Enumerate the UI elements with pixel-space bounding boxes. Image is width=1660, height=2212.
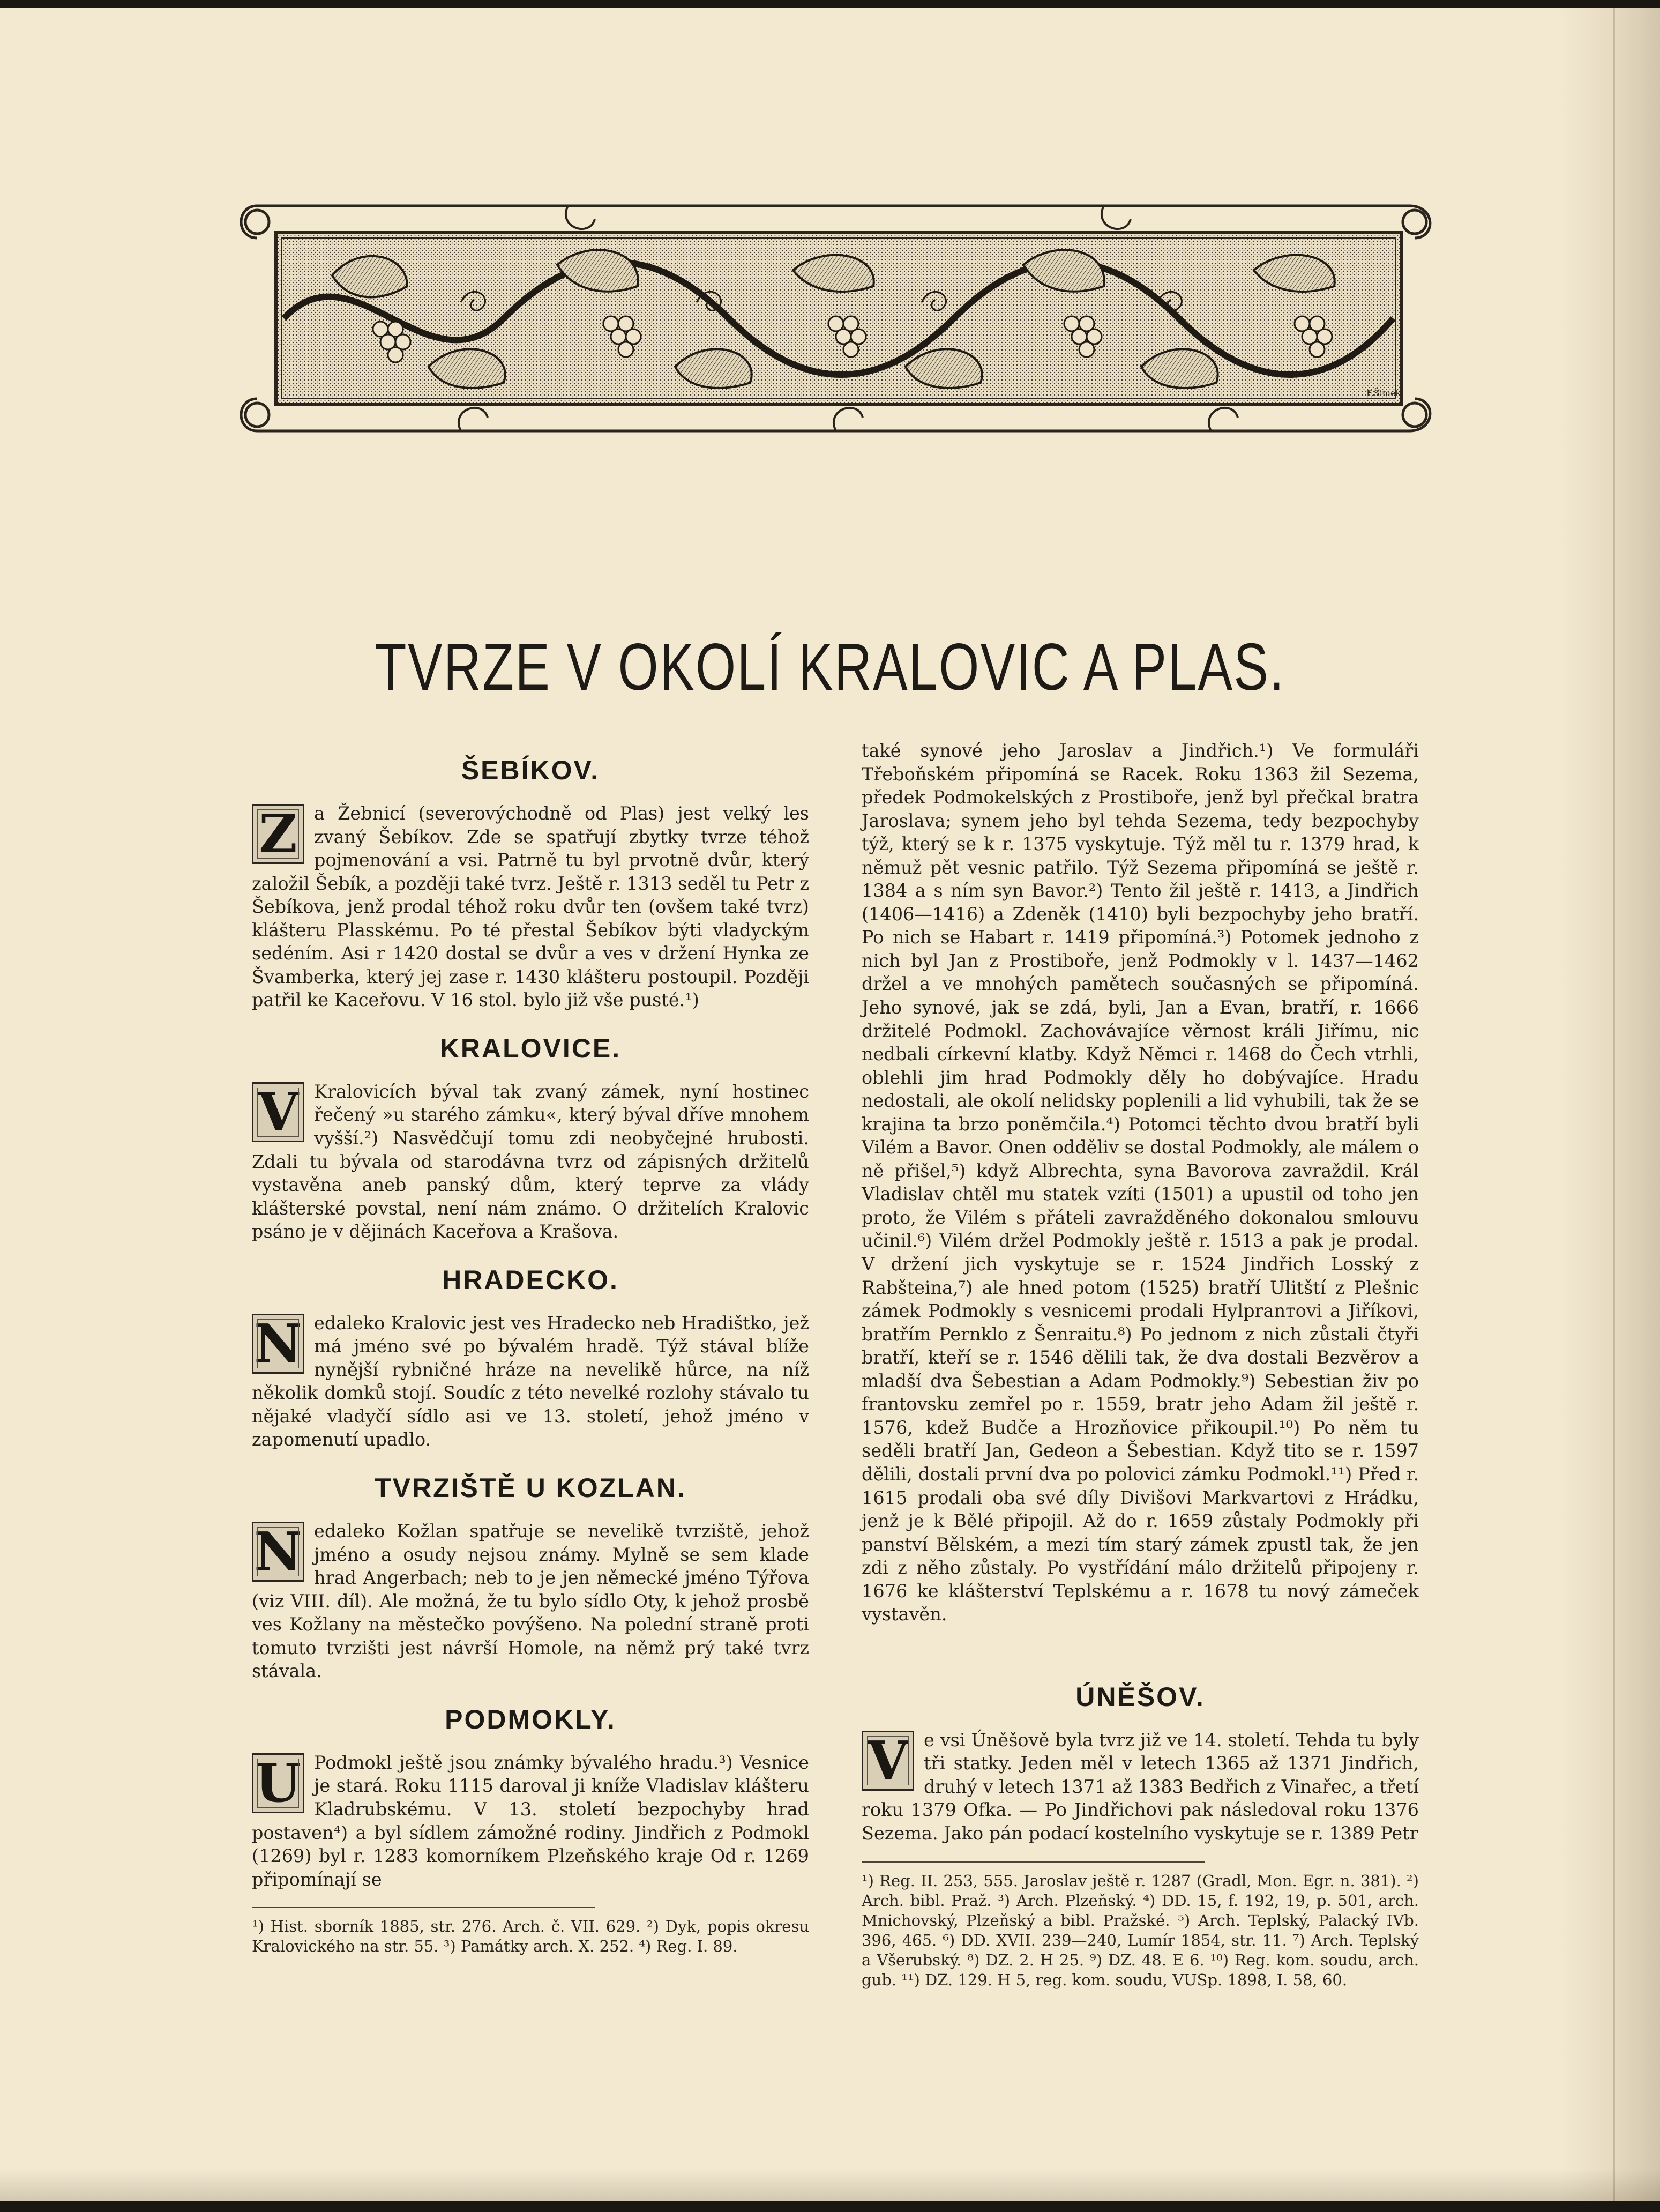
section-heading-unesov: ÚNĚŠOV. (1075, 1681, 1205, 1712)
paragraph-text: edaleko Kožlan spatřuje se nevelikě tvrziště, jehož jméno a osudy nejsou známy. Mylně se sem klade hrad Angerbach; neb to je jen německé jméno Týřova (viz VIII. díl). Ale možná, že tu bylo sídlo Oty, k jehož prosbě ves Kožlany na městečko povýšeno. Na polední straně proti tomuto tvrzišti jest návrší Homole, na němž prý také tvrz stávala. (252, 1521, 809, 1682)
ornament-signature: F.Šimek (1366, 388, 1401, 398)
section-text-hradecko (252, 1312, 809, 1451)
page-title: TVRZE V OKOLÍ KRALOVIC A PLAS. (375, 630, 1285, 704)
paragraph-text: edaleko Kralovic jest ves Hradecko neb Hradištko, jež má jméno své po bývalém hradě. Týž stával blíže nynější rybničné hráze na nevelikě hůrce, na níž několik domků stojí. Soudíc z této nevelké rozlohy stávalo tu nějaké vladyčí sídlo asi ve 13. století, jehož jméno v zapomenutí upadlo. (252, 1312, 809, 1450)
footnote-divider (252, 1907, 595, 1908)
page-edge-shadow (1558, 8, 1660, 2201)
paragraph-text: a Žebnicí (severovýchodně od Plas) jest velký les zvaný Šebíkov. Zde se spatřují zbytky tvrze téhož pojmenování a vsi. Patrně tu byl prvotně dvůr, který založil Šebík, a později také tvrz. Ještě r. 1313 seděl tu Petr z Šebíkova, jenž prodal téhož roku dvůr ten (ovšem také tvrz) klášteru Plasskému. Po té přestal Šebíkov býti vladyckým sedéním. Asi r 1420 dostal se dvůr a ves v držení Hynka ze Švamberka, který jej zase r. 1430 klášteru postoupil. Později patřil ke Kaceřovu. V 16 stol. bylo již vše pusté.¹) (252, 803, 809, 1011)
decorative-header-ornament (236, 195, 1441, 442)
right-column (862, 739, 1419, 1990)
section-heading-podmokly: PODMOKLY. (445, 1704, 616, 1734)
book-page (0, 8, 1660, 2201)
dropcap-initial: V (862, 1731, 914, 1791)
page-fold-line (1613, 8, 1615, 2201)
section-heading-tvrziste: TVRZIŠTĚ U KOZLAN. (375, 1473, 686, 1503)
footnotes-left: ¹) Hist. sborník 1885, str. 276. Arch. č. VII. 629. ²) Dyk, popis okresu Kralovického na str. 55. ³) Památky arch. X. 252. ⁴) Reg. I. 89. (252, 1917, 809, 1956)
paragraph-text: e vsi Úněšově byla tvrz již ve 14. století. Tehda tu byly tři statky. Jeden měl v letech 1365 až 1371 Jindřich, druhý v letech 1371 až 1383 Bedřich z Vinařec, a třetí roku 1379 Ofka. — Po Jindřichovi pak následoval roku 1376 Sezema. Jako pán podací kostelního vyskytuje se r. 1389 Petr (862, 1729, 1419, 1844)
vine-ornament-graphic (236, 195, 1441, 442)
section-heading-kralovice: KRALOVICE. (439, 1033, 622, 1063)
section-heading-hradecko: HRADECKO. (442, 1264, 619, 1295)
dropcap-initial: U (252, 1753, 304, 1813)
dropcap-initial: N (252, 1522, 304, 1582)
dropcap-initial: Z (252, 804, 304, 864)
paragraph-text: Kralovicích býval tak zvaný zámek, nyní hostinec řečený »u starého zámku«, který býval dříve mnohem vyšší.²) Nasvědčují tomu zdi neobyčejné hrubosti. Zdali tu bývala od starodávna tvrz od zápisných držitelů vystavěna aneb panský dům, který teprve za vlády klášterské povstal, není nám známo. O držitelích Kralovic psáno je v dějinách Kaceřova a Krašova. (252, 1081, 809, 1242)
section-text-sebikov (252, 802, 809, 1012)
dropcap-initial: V (252, 1082, 304, 1142)
dropcap-initial: N (252, 1314, 304, 1374)
section-text-tvrziste (252, 1520, 809, 1683)
section-heading-sebikov: ŠEBÍKOV. (461, 755, 600, 785)
footnote-divider (862, 1861, 1205, 1863)
section-text-podmokly (252, 1751, 809, 1891)
page-bottom-shadow (0, 2169, 1660, 2201)
section-text-unesov (862, 1729, 1419, 1845)
left-column (252, 739, 809, 1956)
paragraph-text: Podmokl ještě jsou známky bývalého hradu.³) Vesnice je stará. Roku 1115 daroval ji kníže Vladislav klášteru Kladrubskému. V 13. století bezpochyby hrad postaven⁴) a byl sídlem zámožné rodiny. Jindřich z Podmokl (1269) byl r. 1283 komorníkem Plzeňského kraje Od r. 1269 připomínají se (252, 1752, 809, 1890)
section-text-kralovice (252, 1080, 809, 1243)
footnotes-right: ¹) Reg. II. 253, 555. Jaroslav ještě r. 1287 (Gradl, Mon. Egr. n. 381). ²) Arch. bibl. Praž. ³) Arch. Plzeňský. ⁴) DD. 15, f. 192, 19, p. 501, arch. Mnichovský, Plzeňský a bibl. Pražské. ⁵) Arch. Teplský, Palacký IVb. 396, 465. ⁶) DD. XVII. 239—240, Lumír 1854, str. 11. ⁷) Arch. Teplský a Všerubský. ⁸) DZ. 2. H 25. ⁹) DZ. 48. E 6. ¹⁰) Reg. kom. soudu, arch. gub. ¹¹) DZ. 129. H 5, reg. kom. soudu, VUSp. 1898, I. 58, 60. (862, 1871, 1419, 1990)
section-text-podmokly-continued: také synové jeho Jaroslav a Jindřich.¹) Ve formuláři Třeboňském připomíná se Racek. Roku 1363 žil Sezema, předek Podmokelských z Prostiboře, jenž byl přečkal bratra Jaroslava; synem jeho byl tehda Sezema, tedy bezpochyby týž, který se k r. 1375 vyskytuje. Týž měl tu r. 1379 hrad, k němuž pět vesnic patřilo. Týž Sezema připomíná se ještě r. 1384 a s ním syn Bavor.²) Tento žil ještě r. 1413, a Jindřich (1406—1416) a Zdeněk (1410) byli bezpochyby jeho bratří. Po nich se Habart r. 1419 připomíná.³) Potomek jednoho z nich byl Jan z Prostiboře, jenž Podmokly v l. 1437—1462 držel a ve mnohých pamětech současných se připomíná. Jeho synové, jak se zdá, byli, Jan a Evan, bratří, r. 1666 držitelé Podmokl. Zachovávajíce věrnost králi Jiřímu, nic nedbali církevní klatby. Když Němci r. 1468 do Čech vtrhli, oblehli jim hrad Podmokly děly ho dobývajíce. Hradu nedostali, ale okolí nelidsky poplenili a lid vyhubili, tak že se krajina ta brzo poněmčila.⁴) Potomci těchto dvou bratří byli Vilém a Bavor. Onen odděliv se dostal Podmokly, ale málem o ně přišel,⁵) když Albrechta, syna Bavorova zavraždil. Král Vladislav chtěl mu statek vzíti (1501) a upustil od toho jen proto, že Vilém s přáteli zavražděného dokonalou smlouvu učinil.⁶) Vilém držel Podmokly ještě r. 1513 a pak je prodal. V držení jich vyskytuje se r. 1524 Jindřich Losský z Rabšteina,⁷) ale hned potom (1525) bratří Ulitští z Plešnic zámek Podmokly s vesnicemi prodali Hylpranтovi a Jiříkovi, bratřím Pernklo z Šenraitu.⁸) Po jednom z nich zůstali čtyři bratří, kteří se r. 1546 dělili tak, že dva dostali Bezvěrov a mladší dva Šebestian a Adam Podmokly.⁹) Sebestian živ po frantovsku zemřel po r. 1559, bratr jeho Adam žil ještě r. 1576, kdež Budče a Hrozňovice přikoupil.¹⁰) Po něm tu seděli bratří Jan, Gedeon a Šebestian. Když tito se r. 1597 dělili, dostali první dva po polovici zámku Podmokl.¹¹) Před r. 1615 prodali oba své díly Divišovi Markvartovi z Hrádku, jenž je k Bělé připojil. Až do r. 1659 zůstaly Podmokly při panství Bělském, a mezi tím starý zámek zpustl tak, že jen zdi z něho zůstaly. Po vystřídání málo držitelů připojeny r. 1676 ke klášterství Teplskému a r. 1678 tu nový zámeček vystavěn. (862, 740, 1419, 1625)
